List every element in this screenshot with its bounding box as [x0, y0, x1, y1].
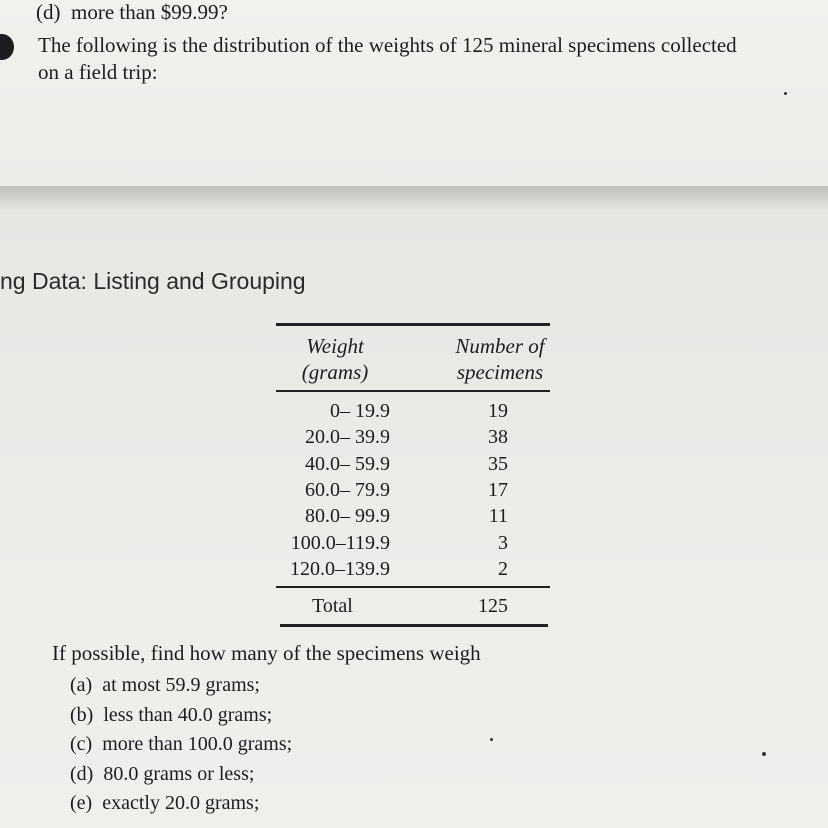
- weight-cell: 60.0– 79.9: [305, 478, 390, 501]
- count-cell: 38: [488, 426, 508, 449]
- question-line-1: The following is the distribution of the weights of 125 mineral specimens collected: [38, 33, 737, 57]
- speck: [490, 738, 493, 741]
- header-rule: [276, 390, 550, 392]
- total-rule: [276, 586, 550, 588]
- count-header-line1: Number of: [455, 334, 545, 358]
- speck: [784, 92, 787, 95]
- count-cell: 2: [498, 557, 508, 580]
- question-item: (c) more than 100.0 grams;: [70, 733, 293, 755]
- page-gap: [0, 186, 828, 210]
- question-item: (d) 80.0 grams or less;: [70, 762, 255, 785]
- question-item: (e) exactly 20.0 grams;: [70, 792, 260, 814]
- weight-cell: 0– 19.9: [330, 400, 390, 422]
- count-cell: 35: [488, 452, 508, 475]
- previous-item-d: (d) more than $99.99?: [36, 0, 228, 24]
- top-page: [0, 0, 828, 186]
- total-value: 125: [478, 595, 508, 617]
- weight-cell: 80.0– 99.9: [305, 505, 390, 528]
- prompt-text: If possible, find how many of the specimens weigh: [52, 641, 481, 665]
- weight-cell: 100.0–119.9: [290, 531, 390, 554]
- weight-cell: 20.0– 39.9: [305, 426, 390, 449]
- count-cell: 3: [498, 531, 508, 554]
- count-header-line2: specimens: [456, 360, 544, 384]
- question-item: (b) less than 40.0 grams;: [70, 703, 273, 726]
- weight-header-line1: Weight: [306, 334, 364, 358]
- table-top-rule: [276, 323, 550, 326]
- total-label: Total: [312, 595, 353, 617]
- weight-header: [280, 333, 390, 385]
- question-item: (a) at most 59.9 grams;: [70, 674, 260, 696]
- weight-cell: 40.0– 59.9: [305, 452, 390, 475]
- section-heading: ng Data: Listing and Grouping: [0, 268, 306, 294]
- count-header: [440, 333, 560, 385]
- count-cell: 17: [488, 478, 508, 501]
- count-cell: 19: [488, 400, 508, 422]
- question-line-2: on a field trip:: [38, 60, 158, 84]
- weight-header-line2: (grams): [301, 360, 369, 384]
- weight-cell: 120.0–139.9: [290, 557, 390, 580]
- speck: [762, 752, 766, 756]
- table-bottom-rule: [280, 624, 548, 627]
- count-cell: 11: [488, 505, 508, 528]
